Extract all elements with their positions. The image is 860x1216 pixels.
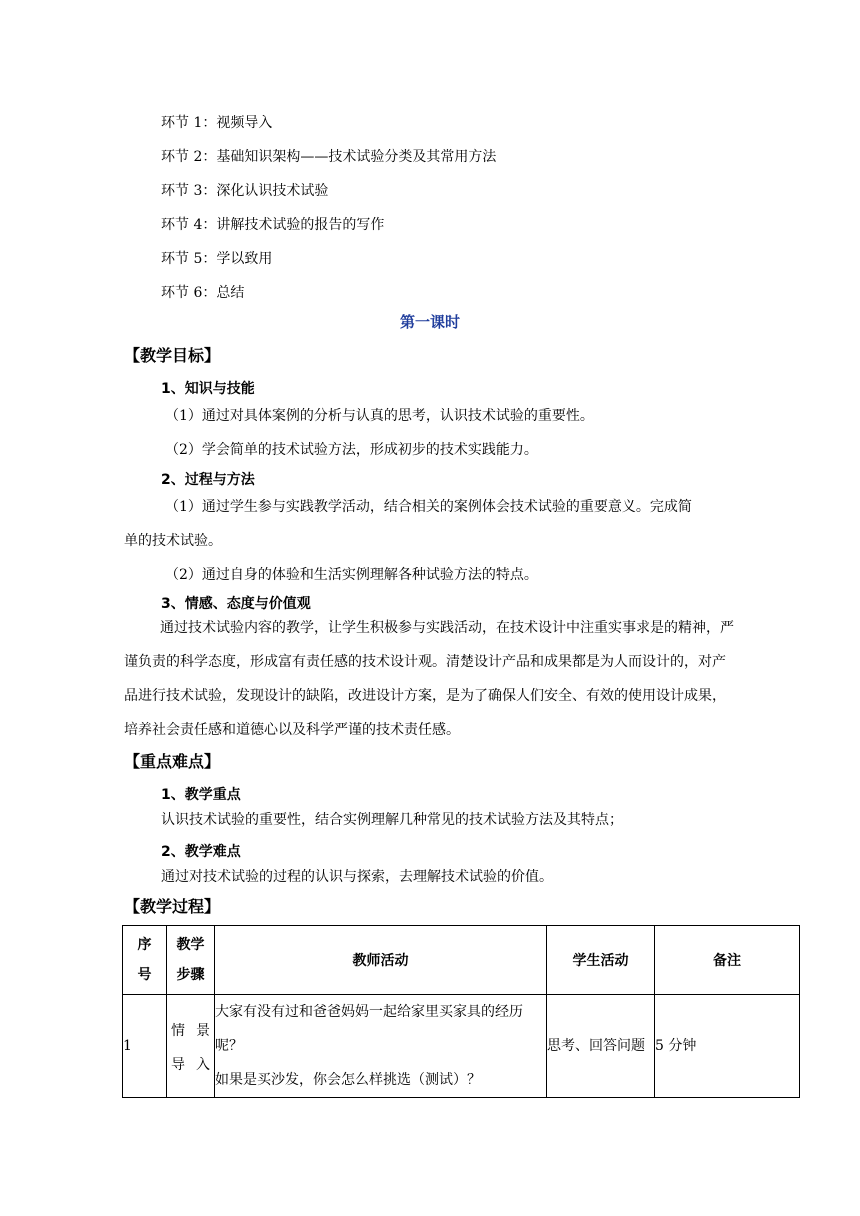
row1-student: 思考、回答问题	[547, 995, 655, 1098]
keypoints-heading: 【重点难点】	[124, 752, 221, 771]
row1-step: 情景导入	[167, 995, 215, 1098]
row1-teacher	[215, 995, 547, 1098]
step-5: 环节 5：学以致用	[161, 251, 273, 267]
goals-heading: 【教学目标】	[124, 346, 221, 365]
process-table	[122, 925, 800, 1098]
table-header-row	[123, 926, 800, 995]
lesson-title: 第一课时	[399, 313, 460, 331]
keypoints-difficulty-text: 通过对技术试验的过程的认识与探索，去理解技术试验的价值。	[161, 869, 553, 885]
step-6: 环节 6：总结	[161, 285, 245, 301]
goals-sub2-title: 2、过程与方法	[161, 472, 255, 488]
header-note: 备注	[655, 926, 800, 995]
goals-sub2-item2: （2）通过自身的体验和生活实例理解各种试验方法的特点。	[165, 567, 538, 583]
header-no-line1: 序	[137, 937, 152, 953]
goals-sub3-title: 3、情感、态度与价值观	[161, 596, 311, 612]
goals-sub1-title: 1、知识与技能	[161, 381, 255, 397]
goals-sub3-paragraph: 通过技术试验内容的教学，让学生积极参与实践活动，在技术设计中注重实事求是的精神，严谨负责的科学态度，形成富有责任感的技术设计观。清楚设计产品和成果都是为人而设计的，对产品进行技术试验，发现设计的缺陷，改进设计方案，是为了确保人们安全、有效的使用设计成果，培养社会责任感和道德心以及科学严谨的技术责任感。	[124, 620, 734, 738]
goals-sub2-item1-line2: 单的技术试验。	[124, 533, 222, 549]
header-step-line1: 教学	[176, 937, 205, 953]
table-row	[123, 995, 800, 1098]
header-step	[167, 926, 215, 995]
keypoints-difficulty-title: 2、教学难点	[161, 844, 241, 860]
keypoints-focus-title: 1、教学重点	[161, 787, 241, 803]
row1-note: 5 分钟	[655, 995, 800, 1098]
header-step-line2: 步骤	[176, 967, 205, 983]
keypoints-focus-text: 认识技术试验的重要性，结合实例理解几种常见的技术试验方法及其特点；	[161, 812, 623, 828]
row1-teacher-line1: 大家有没有过和爸爸妈妈一起给家里买家具的经历呢？	[215, 1004, 523, 1054]
header-no	[123, 926, 167, 995]
goals-sub1-item1: （1）通过对具体案例的分析与认真的思考，认识技术试验的重要性。	[165, 408, 594, 424]
goals-sub1-item2: （2）学会简单的技术试验方法，形成初步的技术实践能力。	[165, 442, 538, 458]
goals-sub2-item1-line1: （1）通过学生参与实践教学活动，结合相关的案例体会技术试验的重要意义。完成简	[165, 499, 692, 515]
step-1: 环节 1：视频导入	[161, 115, 273, 131]
step-2: 环节 2：基础知识架构——技术试验分类及其常用方法	[161, 149, 497, 165]
header-student: 学生活动	[547, 926, 655, 995]
step-3: 环节 3：深化认识技术试验	[161, 183, 329, 199]
header-no-line2: 号	[137, 967, 152, 983]
row1-no: 1	[123, 995, 167, 1098]
process-heading: 【教学过程】	[124, 897, 221, 916]
step-4: 环节 4：讲解技术试验的报告的写作	[161, 217, 385, 233]
header-teacher: 教师活动	[215, 926, 547, 995]
row1-teacher-line2: 如果是买沙发，你会怎么样挑选（测试）？	[215, 1072, 481, 1088]
